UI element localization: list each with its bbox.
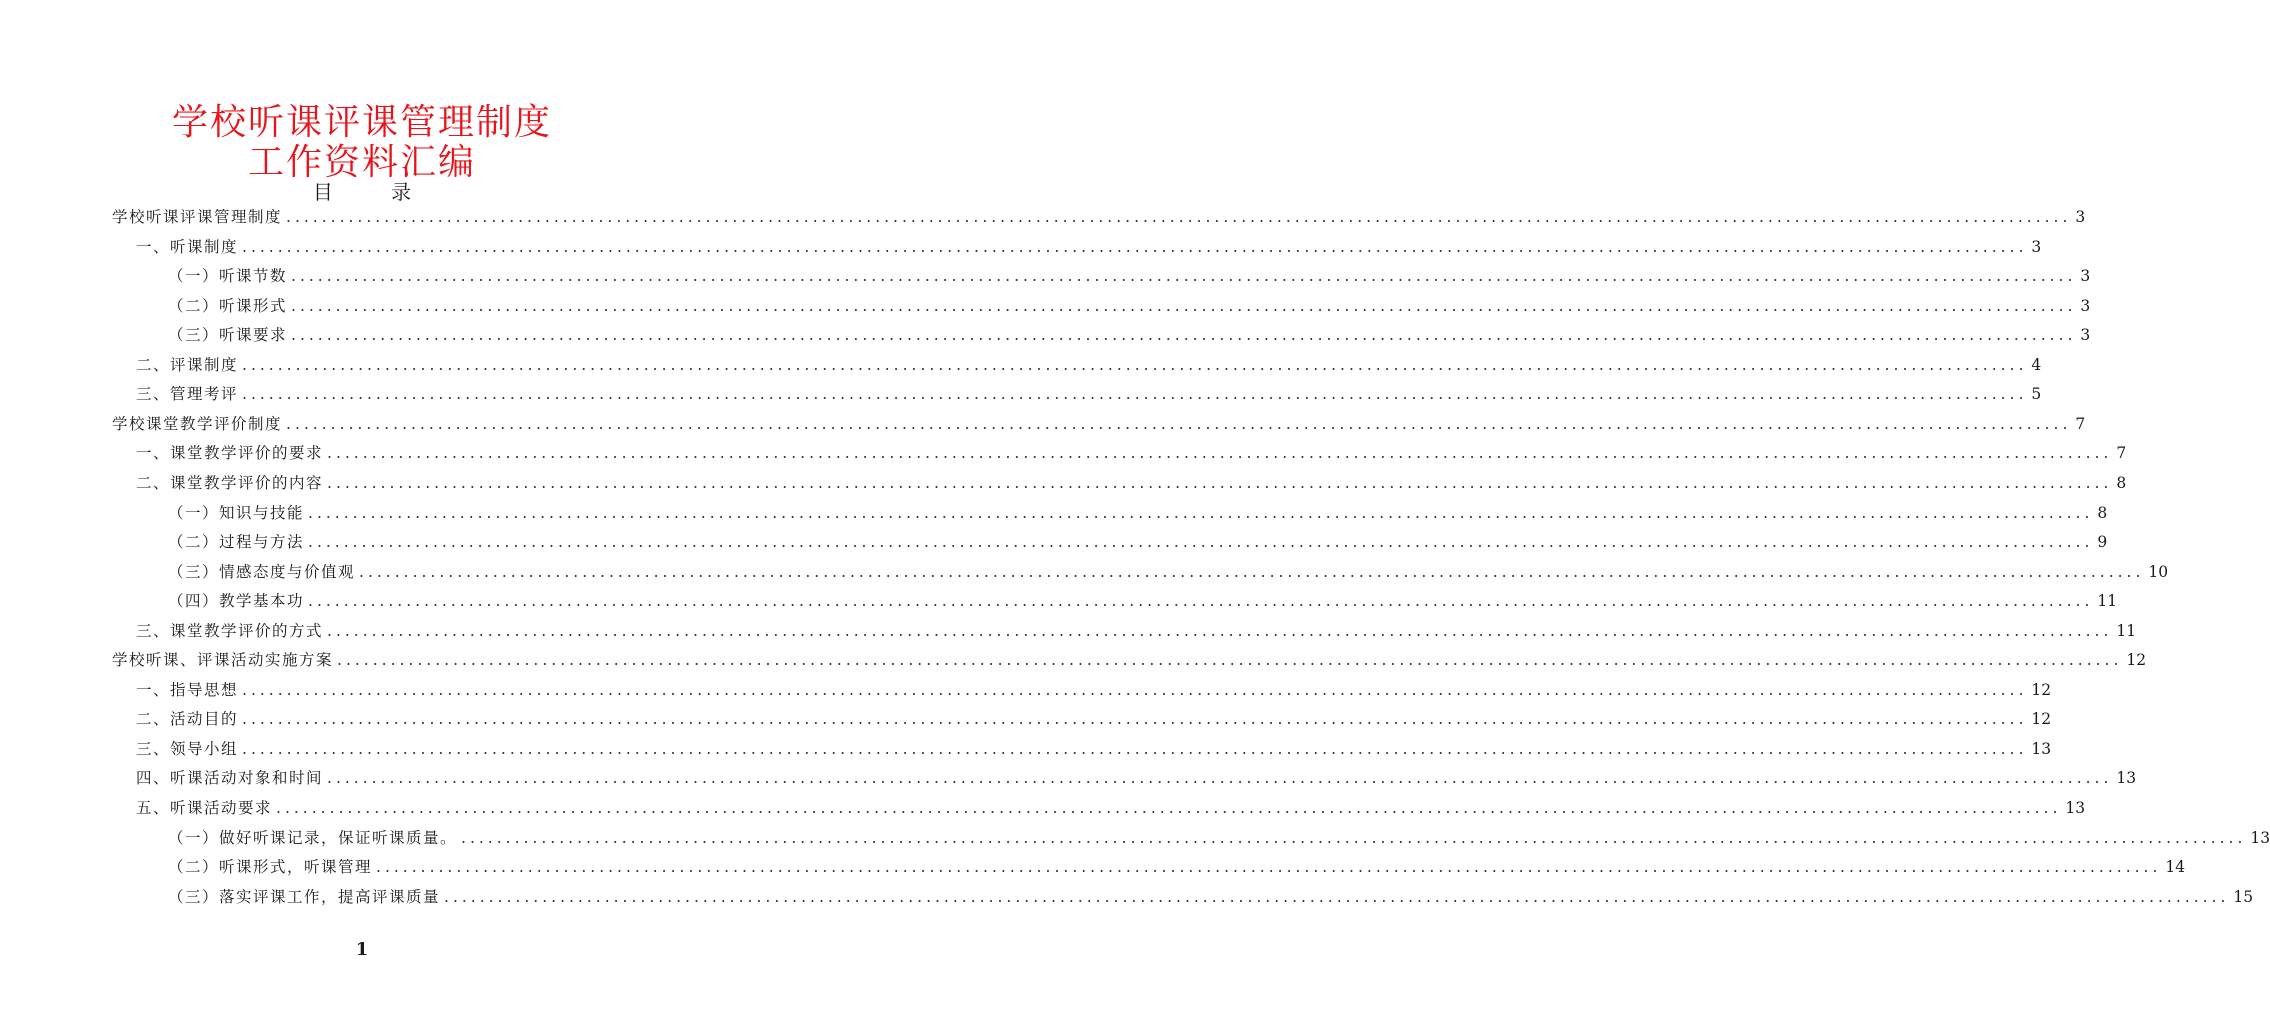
toc-entry[interactable] — [112, 650, 2147, 670]
toc-entry-label: 三、管理考评 — [136, 385, 239, 404]
toc-entry-page: 7 — [2116, 444, 2127, 463]
toc-entry[interactable] — [168, 296, 2091, 316]
toc-dot-leader: ........................................................................................................................................................................................................ — [359, 562, 2145, 581]
toc-dot-leader: ........................................................................................................................................................................................................ — [327, 473, 2113, 492]
toc-heading: 目 录 — [312, 180, 438, 204]
toc-entry-page: 3 — [2075, 208, 2086, 226]
toc-dot-leader: ........................................................................................................................................................................................................ — [308, 592, 2094, 611]
toc-entry[interactable] — [136, 621, 2137, 641]
toc-entry-label: （一）知识与技能 — [168, 503, 305, 522]
toc-entry-label: 四、听课活动对象和时间 — [136, 769, 324, 788]
toc-entry-page: 3 — [2080, 267, 2091, 286]
toc-entry-label: （一）听课节数 — [168, 267, 288, 286]
toc-dot-leader: ........................................................................................................................................................................................................ — [376, 858, 2162, 877]
toc-entry-page: 12 — [2126, 651, 2147, 670]
toc-entry-label: （二）听课形式 — [168, 296, 288, 315]
toc-entry[interactable] — [168, 532, 2108, 552]
toc-dot-leader: ........................................................................................................................................................................................................ — [337, 651, 2123, 670]
page-number: 1 — [355, 939, 369, 960]
toc-dot-leader: ........................................................................................................................................................................................................ — [242, 385, 2028, 404]
toc-dot-leader: ........................................................................................................................................................................................................ — [276, 799, 2062, 817]
toc-entry[interactable] — [168, 857, 2186, 877]
toc-dot-leader: ........................................................................................................................................................................................................ — [242, 237, 2028, 256]
toc-entry[interactable] — [168, 325, 2091, 345]
toc-entry-page: 13 — [2065, 799, 2086, 817]
toc-entry-label: 五、听课活动要求 — [136, 799, 273, 817]
toc-entry-label: （一）做好听课记录，保证听课质量。 — [168, 828, 458, 847]
toc-dot-leader: ........................................................................................................................................................................................................ — [242, 355, 2028, 374]
toc-entry-page: 8 — [2116, 473, 2127, 492]
toc-entry-page: 3 — [2080, 326, 2091, 345]
toc-entry-page: 13 — [2031, 739, 2052, 758]
toc-dot-leader: ........................................................................................................................................................................................................ — [286, 208, 2072, 226]
toc-entry-page: 11 — [2097, 592, 2118, 611]
toc-entry-label: 一、听课制度 — [136, 237, 239, 256]
toc-entry[interactable] — [136, 473, 2127, 493]
toc-entry-label: 学校课堂教学评价制度 — [112, 414, 283, 433]
toc-entry[interactable] — [112, 414, 2086, 434]
toc-dot-leader: ........................................................................................................................................................................................................ — [291, 296, 2077, 315]
toc-entry[interactable] — [168, 591, 2118, 611]
toc-entry-label: 一、指导思想 — [136, 680, 239, 699]
toc-dot-leader: ........................................................................................................................................................................................................ — [308, 503, 2094, 522]
toc-entry-page: 3 — [2080, 296, 2091, 315]
toc-entry-label: （三）听课要求 — [168, 326, 288, 345]
toc-dot-leader: ........................................................................................................................................................................................................ — [327, 444, 2113, 463]
toc-entry[interactable] — [136, 798, 2086, 818]
toc-entry[interactable] — [136, 237, 2042, 257]
toc-dot-leader: ........................................................................................................................................................................................................ — [327, 621, 2113, 640]
toc-entry[interactable] — [168, 503, 2108, 523]
toc-entry-label: 学校听课评课管理制度 — [112, 208, 283, 226]
toc-dot-leader: ........................................................................................................................................................................................................ — [291, 267, 2077, 286]
toc-dot-leader: ........................................................................................................................................................................................................ — [242, 739, 2028, 758]
toc-entry[interactable] — [136, 680, 2052, 700]
toc-dot-leader: ........................................................................................................................................................................................................ — [461, 828, 2247, 847]
toc-entry-label: （二）过程与方法 — [168, 533, 305, 552]
toc-entry[interactable] — [136, 709, 2052, 729]
toc-entry-page: 4 — [2031, 355, 2042, 374]
toc-entry[interactable] — [168, 266, 2091, 286]
toc-entry-label: 三、课堂教学评价的方式 — [136, 621, 324, 640]
toc-entry-page: 7 — [2075, 414, 2086, 433]
toc-dot-leader: ........................................................................................................................................................................................................ — [327, 769, 2113, 788]
toc-entry-label: 二、课堂教学评价的内容 — [136, 473, 324, 492]
toc-entry[interactable] — [168, 887, 2254, 907]
toc-entry-page: 14 — [2165, 858, 2186, 877]
toc-entry-page: 15 — [2233, 887, 2254, 906]
toc-dot-leader: ........................................................................................................................................................................................................ — [242, 680, 2028, 699]
toc-dot-leader: ........................................................................................................................................................................................................ — [291, 326, 2077, 345]
toc-entry-label: 二、评课制度 — [136, 355, 239, 374]
toc-entry-label: （四）教学基本功 — [168, 592, 305, 611]
toc-entry-label: 三、领导小组 — [136, 739, 239, 758]
toc-entry[interactable] — [168, 562, 2169, 582]
toc-entry-label: 二、活动目的 — [136, 710, 239, 729]
toc-entry-page: 5 — [2031, 385, 2042, 404]
toc-entry[interactable] — [136, 768, 2137, 788]
toc-entry-label: （三）落实评课工作，提高评课质量 — [168, 887, 441, 906]
toc-entry-label: 一、课堂教学评价的要求 — [136, 444, 324, 463]
toc-entry-page: 9 — [2097, 533, 2108, 552]
toc-entry[interactable] — [136, 739, 2052, 759]
toc-entry[interactable] — [136, 384, 2042, 404]
toc-entry[interactable] — [112, 207, 2086, 227]
toc-entry[interactable] — [136, 355, 2042, 375]
toc-entry[interactable] — [136, 443, 2127, 463]
toc-entry-page: 11 — [2116, 621, 2137, 640]
toc-entry-page: 8 — [2097, 503, 2108, 522]
toc-dot-leader: ........................................................................................................................................................................................................ — [242, 710, 2028, 729]
toc-entry-label: （二）听课形式，听课管理 — [168, 858, 373, 877]
toc-entry-page: 13 — [2116, 769, 2137, 788]
toc-entry-page: 3 — [2031, 237, 2042, 256]
toc-entry-page: 12 — [2031, 680, 2052, 699]
toc-dot-leader: ........................................................................................................................................................................................................ — [444, 887, 2230, 906]
toc-dot-leader: ........................................................................................................................................................................................................ — [286, 414, 2072, 433]
toc-entry-label: 学校听课、评课活动实施方案 — [112, 651, 334, 670]
document-subtitle: 工作资料汇编 — [247, 142, 476, 183]
toc-entry-page: 10 — [2148, 562, 2169, 581]
toc-entry[interactable] — [168, 828, 2270, 848]
document-title: 学校听课评课管理制度 — [171, 102, 552, 143]
toc-entry-page: 12 — [2031, 710, 2052, 729]
toc-entry-page: 13 — [2250, 828, 2270, 847]
toc-dot-leader: ........................................................................................................................................................................................................ — [308, 533, 2094, 552]
toc-entry-label: （三）情感态度与价值观 — [168, 562, 356, 581]
